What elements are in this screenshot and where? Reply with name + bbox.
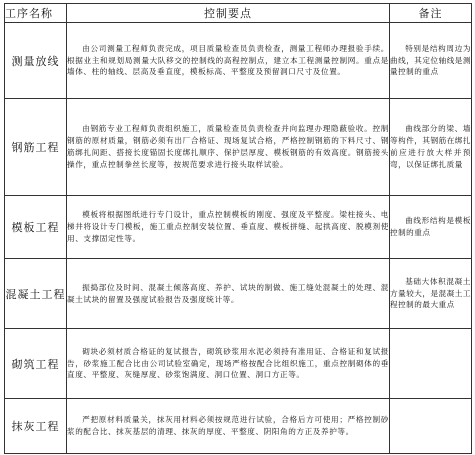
- control-points-cell: 砌块必须材质合格证的复试报告，砌筑砂浆用水泥必须持有准用证、合格证和复试报告，砂浆施工配合比由公司试验室确定，现场严格按配合比组织施工，重点控制砌体的垂直度、平整度、灰缝厚度、砂浆饱满度、洞口位置、洞口方正等。: [67, 329, 390, 399]
- control-points-cell: 由公司测量工程师负责完成，项目质量检查员负责检查，测量工程师办理报验手续。根据业主和规划局测量大队移交的控制线的高程控制点，建立本工程测量控制网。重点是墙体、柱的轴线、层高及垂直度，模板标高、平整度及预留洞口尺寸及位置。: [67, 23, 390, 99]
- header-control-points: 控制要点: [67, 4, 390, 23]
- process-name-cell: 混凝土工程: [5, 259, 67, 329]
- table-row: [5, 329, 472, 399]
- header-remarks: 备注: [390, 4, 472, 23]
- table-row: [5, 399, 472, 454]
- construction-control-table: [4, 3, 472, 454]
- header-process-name: 工序名称: [5, 4, 67, 23]
- remarks-cell: 曲线部分的梁、墙等构件，其钢筋在绑扎前应进行放大样并预弯，以保证绑扎质量: [390, 99, 472, 196]
- process-name-cell: 砌筑工程: [5, 329, 67, 399]
- control-points-cell: 振捣部位及时间、混凝土倾落高度、养护、试块的制做、施工缝处混凝土的处理、混凝土试块的留置及强度试验报告及强度统计等。: [67, 259, 390, 329]
- control-points-cell: 模板将根据图纸进行专门设计，重点控制模板的刚度、强度及平整度。梁柱接头、电梯井将设计专门模板，施工重点控制安装位置、垂直度、模板拼缝、起拱高度、脱模剂使用、支撑固定性等。: [67, 196, 390, 259]
- process-name-cell: 模板工程: [5, 196, 67, 259]
- header-row: [5, 4, 472, 23]
- process-name-cell: 抹灰工程: [5, 399, 67, 454]
- table-row: [5, 23, 472, 99]
- process-name-cell: 测量放线: [5, 23, 67, 99]
- control-points-cell: 严把原材料质量关，抹灰用材料必须按规范进行试验，合格后方可使用；严格控制砂浆的配合比、抹灰基层的清理、抹灰的厚度、平整度、阴阳角的方正及养护等。: [67, 399, 390, 454]
- remarks-cell: 特别是结构周边为曲线，其定位轴线是测量控制的重点: [390, 23, 472, 99]
- control-points-cell: 由钢筋专业工程师负责组织施工，质量检查员负责检查并向监理办理隐蔽验收。控制钢筋的原材质量，钢筋必须有出厂合格证、现场复试合格，严格控制钢筋的下料尺寸、钢筋绑扎间距、搭接长度锚固长度绑扎顺序、保护层厚度、模板钢筋的有效高度。钢筋接头操作，重点控制拳丝长度等，按规范要求进行接头取样试验。: [67, 99, 390, 196]
- table-row: [5, 259, 472, 329]
- table-row: [5, 99, 472, 196]
- remarks-cell: [390, 329, 472, 399]
- remarks-cell: 基础大体积混凝土方量较大，是混凝土工程控制的最大重点: [390, 259, 472, 329]
- remarks-cell: [390, 399, 472, 454]
- remarks-cell: 曲线形结构是模板控制的重点: [390, 196, 472, 259]
- process-name-cell: 钢筋工程: [5, 99, 67, 196]
- table-row: [5, 196, 472, 259]
